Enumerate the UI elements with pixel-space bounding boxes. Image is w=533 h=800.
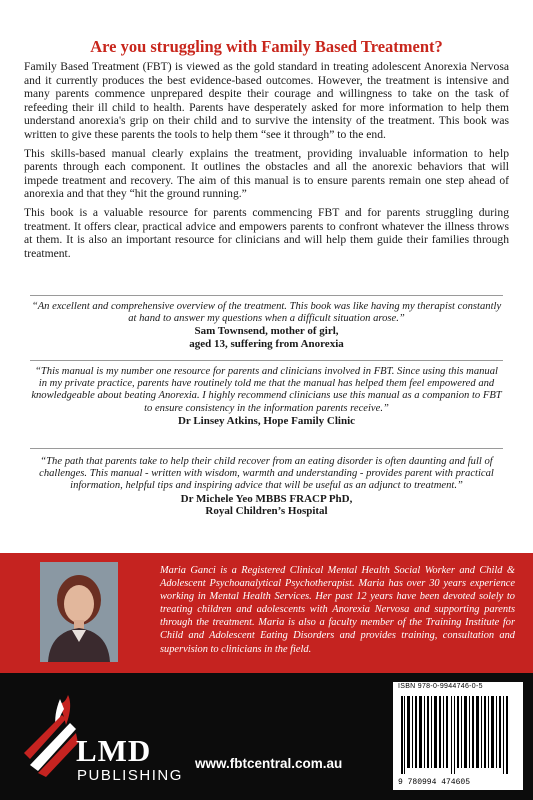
testimonial bbox=[30, 301, 503, 350]
testimonial-text: “An excellent and comprehensive overview of the treatment. This book was like having my therapist constantly at hand to answer my questions when a difficult situation arose.” bbox=[31, 301, 502, 325]
publisher-name: LMD bbox=[76, 733, 152, 768]
testimonial-author-detail: aged 13, suffering from Anorexia bbox=[189, 337, 344, 350]
divider bbox=[30, 295, 503, 296]
barcode-icon bbox=[393, 682, 523, 790]
testimonial-author: Sam Townsend, mother of girl, bbox=[194, 325, 339, 338]
testimonial-text: “The path that parents take to help their child recover from an eating disorder is often daunting and full of challenges. This manual - written with wisdom, warmth and understanding - provides parent with practical information, helpful tips and inspiring advice that will be useful as an adjunct to treatment.” bbox=[39, 456, 494, 492]
isbn-label: ISBN 978-0-9944746-0-5 bbox=[398, 683, 483, 690]
testimonial bbox=[30, 366, 503, 427]
barcode-box bbox=[393, 682, 523, 790]
testimonial-author: Dr Linsey Atkins, Hope Family Clinic bbox=[177, 414, 356, 427]
description bbox=[24, 60, 509, 265]
divider bbox=[30, 448, 503, 449]
barcode-number: 9 780994 474605 bbox=[398, 778, 471, 787]
author-portrait-icon bbox=[40, 562, 118, 662]
author-bio: Maria Ganci is a Registered Clinical Mental Health Social Worker and Child & Adolescent Psychoanalytical Psychotherapist. Maria has over 30 years experience working in Mental Health Services. Her past 12 years have been devoted solely to treating children and adolescents with Anorexia Nervosa and supporting parents through the treatment. Maria is also a faculty member of the Training Institute for Child and Adolescent Eating Disorders and provides training, consultation and supervision to clinicians in the field. bbox=[160, 565, 515, 655]
divider bbox=[30, 360, 503, 361]
headline: Are you struggling with Family Based Treatment? bbox=[90, 37, 443, 56]
description-paragraph: Family Based Treatment (FBT) is viewed as the gold standard in treating adolescent Anorexia Nervosa and it currently produces the best evidence-based outcomes. However, the treatment is intensive and many parents commence unprepared despite their courage and willingness to take on the task of refeeding their ill child to health. Parents have desperately asked for more information to help them understand anorexia's grip on their child and to survive the intensity of the treatment. This book was written to give these parents the tools to help them “see it through” to the end. bbox=[24, 60, 509, 141]
testimonial-author: Dr Michele Yeo MBBS FRACP PhD, bbox=[180, 492, 353, 505]
description-paragraph: This book is a valuable resource for parents commencing FBT and for parents struggling during treatment. It offers clear, practical advice and empowers parents to confront whatever the illness throws at them. It is also an important resource for clinicians and will help them guide their families through treatment. bbox=[24, 205, 509, 260]
description-paragraph: This skills-based manual clearly explains the treatment, providing invaluable information to help parents through each component. It outlines the obstacles and all the anorexic behaviors that will impede treatment and recovery. The aim of this manual is to ensure parents remain one step ahead of anorexia and that they “hit the ground running.” bbox=[24, 146, 509, 201]
author-photo bbox=[40, 562, 118, 662]
publisher-subname: PUBLISHING bbox=[77, 767, 183, 784]
testimonial bbox=[30, 456, 503, 518]
testimonial-text: “This manual is my number one resource for parents and clinicians involved in FBT. Since using this manual in my private practice, parents have routinely told me that the manual has helped them feel empowered and knowledgeable about beating Anorexia. I highly recommend clinicians use this manual as a companion to FBT to ensure consistency in the information parents receive.” bbox=[31, 366, 502, 414]
testimonial-author-detail: Royal Children’s Hospital bbox=[205, 505, 328, 518]
website-link[interactable]: www.fbtcentral.com.au bbox=[195, 756, 343, 771]
